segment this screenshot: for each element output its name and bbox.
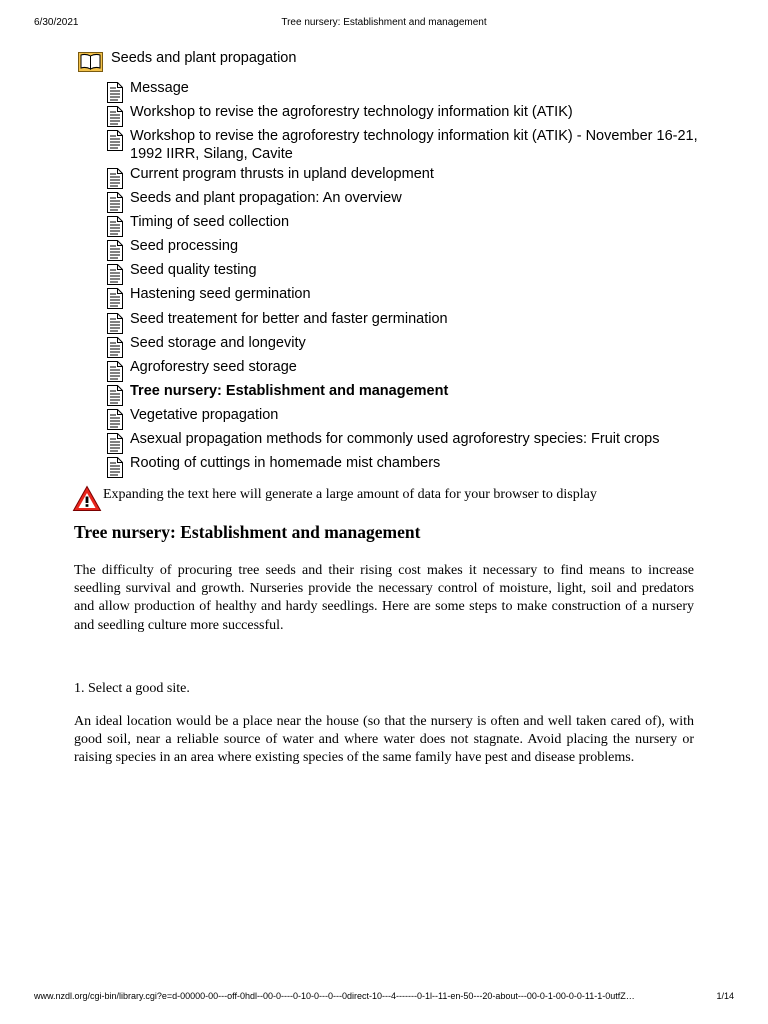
toc-link[interactable]: Asexual propagation methods for commonly used agroforestry species: Fruit crops	[130, 431, 660, 448]
toc-link[interactable]: Seeds and plant propagation: An overview	[130, 190, 402, 207]
toc-item[interactable]	[104, 286, 724, 304]
toc-link[interactable]: Rooting of cuttings in homemade mist chambers	[130, 455, 441, 472]
print-title: Tree nursery: Establishment and management	[281, 17, 487, 28]
toc-item[interactable]	[104, 190, 724, 208]
article-title: Tree nursery: Establishment and management	[74, 522, 421, 542]
print-header	[0, 17, 768, 31]
toc-item[interactable]	[104, 359, 724, 377]
toc-link[interactable]: Workshop to revise the agroforestry technology information kit (ATIK)	[130, 104, 573, 121]
document-icon[interactable]	[106, 192, 123, 213]
toc-link[interactable]: Message	[130, 80, 189, 96]
toc-link[interactable]: Hastening seed germination	[130, 286, 311, 303]
book-icon[interactable]	[78, 52, 103, 72]
document-icon[interactable]	[106, 82, 123, 103]
toc-link[interactable]: Seed processing	[130, 238, 239, 255]
toc-item[interactable]	[104, 104, 724, 122]
step-heading: 1. Select a good site.	[74, 681, 190, 696]
toc-link[interactable]: Tree nursery: Establishment and management	[130, 382, 449, 399]
print-date: 6/30/2021	[34, 17, 79, 28]
document-icon[interactable]	[106, 337, 123, 358]
toc-link[interactable]: Current program thrusts in upland development	[130, 165, 434, 182]
print-footer	[0, 991, 768, 1005]
document-icon[interactable]	[106, 264, 123, 285]
document-icon[interactable]	[106, 216, 123, 237]
toc-link[interactable]: Vegetative propagation	[130, 406, 279, 423]
toc-link[interactable]: Workshop to revise the agroforestry technology information kit (ATIK) - November 16-21, 1992 IIRR, Silang, Cavite	[130, 128, 698, 162]
toc-item[interactable]	[104, 431, 724, 449]
document-icon[interactable]	[106, 361, 123, 382]
toc-link[interactable]: Agroforestry seed storage	[130, 358, 297, 375]
warning-message: Expanding the text here will generate a large amount of data for your browser to display	[103, 487, 597, 502]
document-icon[interactable]	[106, 130, 123, 151]
document-icon[interactable]	[106, 288, 123, 309]
toc-link[interactable]: Seed storage and longevity	[130, 334, 306, 351]
toc-item[interactable]	[104, 311, 724, 329]
toc-link[interactable]: Seed treatement for better and faster germination	[130, 310, 448, 327]
step-paragraph: An ideal location would be a place near the house (so that the nursery is often and well taken cared of), with good soil, near a reliable source of water and where water does not stagnate. Avoid placing the nursery or raising species in an area where existing species of the same family have pest and disease problems.	[74, 714, 694, 766]
toc-item[interactable]	[104, 128, 724, 163]
page-url: www.nzdl.org/cgi-bin/library.cgi?e=d-00000-00---off-0hdl--00-0----0-10-0---0---0direct-10---4-------0-1l--11-en-50---20-about---00-0-1-00-0-0-11-1-0utfZ…	[34, 991, 635, 1001]
document-icon[interactable]	[106, 457, 123, 478]
toc-item[interactable]	[104, 214, 724, 232]
toc-item[interactable]	[104, 80, 724, 98]
document-icon[interactable]	[106, 168, 123, 189]
section-title[interactable]: Seeds and plant propagation	[111, 50, 297, 66]
toc-item[interactable]	[104, 335, 724, 353]
page-number: 1/14	[716, 991, 734, 1001]
document-icon[interactable]	[106, 385, 123, 406]
document-icon[interactable]	[106, 313, 123, 334]
document-icon[interactable]	[106, 240, 123, 261]
toc-item[interactable]	[104, 262, 724, 280]
document-icon[interactable]	[106, 433, 123, 454]
toc-link[interactable]: Seed quality testing	[130, 262, 257, 279]
toc-item[interactable]	[104, 166, 724, 184]
document-icon[interactable]	[106, 106, 123, 127]
toc-item[interactable]	[104, 455, 724, 473]
table-of-contents	[104, 80, 724, 479]
toc-link[interactable]: Timing of seed collection	[130, 214, 290, 231]
toc-item[interactable]	[104, 238, 724, 256]
warning-icon[interactable]	[72, 485, 102, 512]
toc-item[interactable]	[104, 407, 724, 425]
document-icon[interactable]	[106, 409, 123, 430]
toc-item-current[interactable]	[104, 383, 724, 401]
intro-paragraph: The difficulty of procuring tree seeds and their rising cost makes it necessary to find means to increase seedling survival and growth. Nurseries provide the necessary control of moisture, light, soil and predators and allow production of healthy and hardy seedlings. Here are some steps to make construction of a nursery and seedling culture more successful.	[74, 563, 694, 633]
